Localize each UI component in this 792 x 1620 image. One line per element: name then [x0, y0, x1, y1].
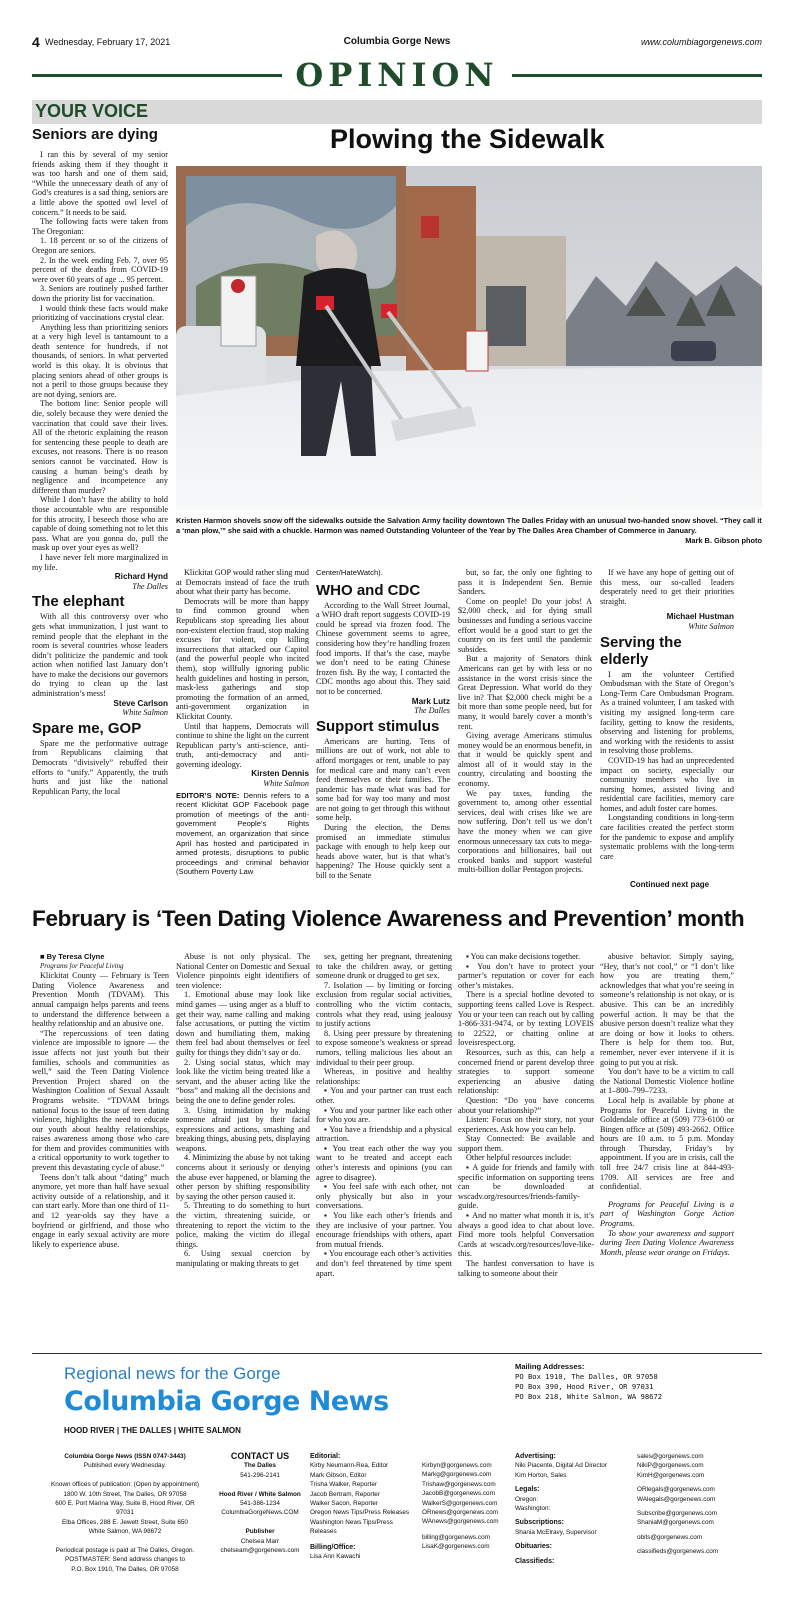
- photo-caption: [176, 516, 762, 546]
- teen-column-4: [458, 952, 594, 1278]
- paragraph: 2. In the week ending Feb. 7, over 95 percent of the deaths from COVID-19 were over 60 years of age ... 95 percent.: [32, 255, 168, 284]
- letter-body: [32, 612, 168, 698]
- paragraph: Klickitat County — February is Teen Dating Violence Awareness and Prevention Month (TDVAM). This annual campaign helps parents and teens to understand the difference between a healthy relationship and an abusive one.: [32, 971, 169, 1029]
- contact-line: Publisher: [245, 1528, 275, 1536]
- contact-line: [210, 1480, 310, 1489]
- paragraph: 3. Using intimidation by making someone afraid just by their facial expressions and actions, smashing and breaking things, abusing pets, displaying weapons.: [176, 1105, 310, 1153]
- contact-us: [210, 1452, 310, 1555]
- letter-title-seniors: Seniors are dying: [32, 126, 158, 143]
- paragraph: I am the volunteer Certified Ombudsman with the State of Oregon’s Long-Term Care Ombudsman Program. As a trained volunteer, I am tasked with visiting my assigned long-term care facility, getting to know the residents, observing and listening for problems, and working with the residents to assist in resolving those problems.: [600, 669, 734, 756]
- letter-body: [32, 150, 168, 572]
- publication-line: Published every Wednesday.: [83, 1462, 167, 1470]
- publication-line: P.O. Box 1910, The Dalles, OR 97058: [71, 1565, 179, 1573]
- staff-email: NikiP@gorgenews.com: [637, 1462, 704, 1470]
- staff-email: Markg@gorgenews.com: [422, 1471, 492, 1479]
- paragraph: COVID-19 has had an unprecedented impact on society, especially our community members who live in nursing homes, assisted living and residential care facilities, memory care homes, and adult foster care homes.: [600, 755, 734, 813]
- paragraph: 8. Using peer pressure by threatening to expose someone’s weakness or spread rumors, telling malicious lies about an individual to their peer group.: [316, 1028, 452, 1067]
- letter-location: The Dalles: [414, 706, 450, 716]
- issue-date: Wednesday, February 17, 2021: [45, 37, 171, 47]
- photo-headline: Plowing the Sidewalk: [330, 124, 605, 154]
- footer-box: [32, 1353, 762, 1613]
- staff-email: Trishaw@gorgenews.com: [422, 1480, 496, 1488]
- paragraph: The bottom line: Senior people will die, solely because they were denied the vaccination that could save their lives. All of the rhetoric explaining the reason for sentencing these people to death are excuses, not reasons. There is no reason seniors cannot be vaccinated. How is causing a human being’s death by negligence and incompetence any different than murder?: [32, 399, 168, 495]
- staff-name: Kirby Neumann-Rea, Editor: [310, 1462, 389, 1470]
- legals-item: Washington:: [515, 1505, 551, 1513]
- paragraph: Listen: Focus on their story, not your experiences. Ask how you can help.: [458, 1115, 594, 1134]
- paragraph: but, so far, the only one fighting to pass it is Independent Sen. Bernie Sanders.: [458, 568, 592, 597]
- classifieds-email: classifieds@gorgenews.com: [637, 1548, 719, 1556]
- legals-email: WAlegals@gorgenews.com: [637, 1495, 716, 1503]
- paragraph: 1. 18 percent or so of the citizens of Oregon are seniors.: [32, 236, 168, 255]
- letter-title-who: WHO and CDC: [316, 581, 421, 599]
- editorial-email-list: [422, 1461, 512, 1527]
- paragraph: ▪ You have a friendship and a physical attraction.: [316, 1124, 452, 1144]
- section-rule-right: [512, 74, 762, 77]
- paper-url: www.columbiagorgenews.com: [640, 37, 762, 47]
- teen-byline: ■ By Teresa Clyne: [40, 952, 105, 961]
- paragraph: 3. Seniors are routinely pushed farther down the priority list for vaccination.: [32, 284, 168, 303]
- staff-email: WAnews@gorgenews.com: [422, 1518, 499, 1526]
- letter-author: Steve Carlson: [113, 698, 168, 708]
- paragraph: ▪ A guide for friends and family with specific information on supporting teens can be downloaded at wscadv.org/resources/friends-family-guide.: [458, 1163, 594, 1211]
- paragraph: 7. Isolation — by limiting or forcing exclusion from regular social activities, controlling who the victim contacts, controls what they read, using jealousy to justify actions: [316, 980, 452, 1029]
- advertising-names: [515, 1461, 625, 1480]
- teen-column-1: [32, 952, 169, 1249]
- teen-column-2: [176, 952, 310, 1269]
- staff-name: Trisha Walker, Reporter: [310, 1481, 378, 1489]
- staff-email: Kirbyn@gorgenews.com: [422, 1462, 492, 1469]
- paragraph: With all this controversy over who gets what immunization, I just want to remind people that the elephant in the room is several countries whose leaders didn’t politicize the pandemic and took action when notified last January don’t have to make the decisions our governors do trying to clean up the last administration’s mess!: [32, 612, 168, 699]
- letter-title-stimulus: Support stimulus: [316, 717, 440, 735]
- byline-author: By Teresa Clyne: [46, 952, 105, 961]
- paragraph: ▪ You like each other’s friends and they are inclusive of your partner. You encourage friendships with others, apart from mutual friends.: [316, 1211, 452, 1249]
- publication-line: White Salmon, WA 98672: [88, 1528, 162, 1536]
- letter-author: Michael Hustman: [666, 612, 734, 622]
- paragraph: During the election, the Dems promised an immediate stimulus package with enough to help keep our heads above water, but is that what’s happening? The House quickly sent a bill to the Senate: [316, 823, 450, 881]
- article-body: [176, 952, 310, 1269]
- your-voice-banner: [32, 100, 762, 124]
- page-number: 4: [32, 34, 40, 50]
- paragraph: Giving average Americans stimulus money would be an enormous benefit, in that it would be quickly spent and almost all of it would stay in the country, circulating and boosting the economy.: [458, 731, 592, 789]
- advertising-emails: [637, 1452, 762, 1557]
- mailing-line: PO Box 1910, The Dalles, OR 97058: [515, 1372, 658, 1381]
- subscriptions-email: ShaniaM@gorgenews.com: [637, 1519, 714, 1527]
- paragraph: While I don’t have the ability to hold those accountable who are responsible for this atrocity, I beseech those who are capable of doing something not to let this pass. What are you gonna do, pull the mask up over your eyes as well?: [32, 495, 168, 553]
- letter-seniors: [32, 150, 168, 796]
- paragraph: sex, getting her pregnant, threatening to take the children away, or getting someone drunk or drugged to get sex.: [316, 952, 452, 981]
- staff-name: Kim Horton, Sales: [515, 1471, 567, 1479]
- contact-line: [210, 1518, 310, 1527]
- advertising-staff: [515, 1452, 625, 1566]
- publication-line: 600 E. Port Marina Way, Suite B, Hood River, OR 97031: [55, 1500, 195, 1517]
- article-body: [32, 971, 169, 1249]
- paragraph: 5. Threating to do something to hurt the victim, threatening suicide, or threatening to report the victim to the police, making the victim do illegal things.: [176, 1201, 310, 1249]
- legals-title: Legals:: [515, 1486, 540, 1494]
- staff-email: ORnews@gorgenews.com: [422, 1509, 499, 1517]
- mailing-title: Mailing Addresses:: [515, 1362, 585, 1371]
- letter-location: White Salmon: [688, 621, 734, 631]
- editor-note: [176, 791, 309, 877]
- letter-location: The Dalles: [132, 581, 168, 591]
- paragraph: 4. Minimizing the abuse by not taking concerns about it seriously or denying the abuse ever happened, or blaming the other person by shifting responsibility by saying the other person caused it.: [176, 1153, 310, 1201]
- letter-title-gop: Spare me, GOP: [32, 719, 142, 737]
- editor-note-continued: Center/HateWatch).: [316, 568, 383, 577]
- paragraph: Question: “Do you have concerns about your relationship?”: [458, 1095, 594, 1115]
- editorial-emails: [422, 1461, 512, 1552]
- paragraph: If we have any hope of getting out of this mess, our so-called leaders desperately need to get their priorities straight.: [600, 568, 734, 606]
- obituaries-title: Obituaries:: [515, 1543, 552, 1551]
- letter-author: Richard Hynd: [114, 572, 168, 582]
- letter-body: [316, 601, 450, 697]
- letter-body: [32, 739, 168, 797]
- paragraph: Democrats will be more than happy to find common ground when Republicans stop spreading lies about non-existent election fraud, stop making excuses for violent, cop killing insurrections that attacked our Capitol (and the powerful people who incited them), stop willfully ignoring public health guidelines and hosting in person, mask-less gatherings and stop promoting the formation of an armed, anti-government organization in Klickitat County.: [176, 596, 309, 721]
- letter-body: [316, 737, 450, 881]
- staff-email: KimH@gorgenews.com: [637, 1471, 705, 1479]
- publication-line: Known offices of publication: (Open by appointment): [50, 1481, 200, 1489]
- article-tagline: [600, 1200, 734, 1258]
- classifieds-title: Classifieds:: [515, 1557, 555, 1565]
- subscriptions-name: Shania McElravy, Supervisor: [515, 1528, 597, 1536]
- letter-location: White Salmon: [263, 779, 309, 789]
- paper-name: Columbia Gorge News: [343, 36, 451, 47]
- publication-info: [50, 1452, 200, 1574]
- contact-lines: [210, 1461, 310, 1555]
- editor-note-label: EDITOR’S NOTE:: [176, 790, 240, 800]
- mailing-line: PO Box 390, Hood River, OR 97031: [515, 1382, 654, 1391]
- editorial-title: Editorial:: [310, 1453, 341, 1460]
- paragraph: ▪ You and your partner can trust each other.: [316, 1086, 452, 1105]
- paragraph: I ran this by several of my senior friends asking them if they thought it was too harsh and one of them said, “While the unnecessary death of any of God’s creatures is a sad thing, seniors are a little above the spotted owl level of concern.” It needs to be said.: [32, 150, 168, 217]
- staff-name: Mark Gibson, Editor: [310, 1471, 367, 1479]
- letter-author: Kirsten Dennis: [251, 769, 309, 779]
- paragraph: Spare me the performative outrage from Republicans claiming that Democrats “divisively” rebuffed their efforts to “unify.” Apparently, the truth hurts and just like the national Republican Party, the local: [32, 738, 168, 796]
- teen-column-5: [600, 952, 734, 1257]
- staff-email: WalkerS@gorgenews.com: [422, 1499, 498, 1507]
- article-body: [600, 952, 734, 1192]
- billing-name: Lisa Ann Kawachi: [310, 1553, 361, 1561]
- photo-illustration: [176, 166, 762, 510]
- subscriptions-email: Subscribe@gorgenews.com: [637, 1510, 718, 1518]
- paragraph: ▪ You don’t have to protect your partner’s reputation or cover for each other’s mistakes.: [458, 961, 594, 990]
- publication-line: [50, 1471, 200, 1480]
- paragraph: Until that happens, Democrats will continue to shine the light on the current Republican party’s anti-science, anti-truth, anti-democracy and anti-governing ideology.: [176, 721, 309, 769]
- paragraph: Longstanding conditions in long-term care facilities created the perfect storm for the pandemic to expose and amplify systematic problems with the long-term care: [600, 813, 734, 861]
- contact-line: The Dalles: [244, 1462, 276, 1470]
- paragraph: 6. Using sexual coercion by manipulating or making threats to get: [176, 1249, 310, 1268]
- contact-line: 541-386-1234: [240, 1500, 280, 1508]
- mailing-lines: [515, 1372, 662, 1402]
- contact-line: ColumbiaGorgeNews.COM: [221, 1509, 299, 1517]
- paragraph: Local help is available by phone at Programs for Peaceful Living in the Goldendale office at (509) 773-6100 or Bingen office at (509) 493-2662. Office hours are 10 a.m. to 5 p.m. Monday through Thursday, Friday’s by appointment. If you are in crisis, call the toll free 24/7 crisis line at 844-493-1709. All services are free and confidential.: [600, 1095, 734, 1192]
- footer-logo: Columbia Gorge News: [64, 1386, 389, 1417]
- section-title: [32, 58, 762, 92]
- staff-name: Niki Piacente, Digital Ad Director: [515, 1462, 607, 1470]
- paragraph: Resources, such as this, can help a concerned friend or parent develop three strategies to support someone experiencing an abusive dating relationship:: [458, 1047, 594, 1096]
- paragraph: The hardest conversation to have is talking to someone about their: [458, 1259, 594, 1278]
- paragraph: abusive behavior. Simply saying, “Hey, that’s not cool,” or “I don’t like how you are treating them,” acknowledges that what you’re seeing in someone’s relationship is not okay, or is abusive. This can be an incredibly powerful action. It may be that the abusive person doesn’t realize what they are doing or how it looks to others. There is help for them too. But, remember, never ever intervene if it is going to put you at risk.: [600, 952, 734, 1067]
- paragraph: Stay Connected: Be available and support them.: [458, 1134, 594, 1153]
- letter-gop-continued: [176, 568, 309, 877]
- legals-email: ORlegals@gorgenews.com: [637, 1486, 715, 1494]
- contact-line: Hood River / White Salmon: [219, 1490, 301, 1498]
- teen-column-3: [316, 952, 452, 1278]
- paragraph: ▪ You encourage each other’s activities and don’t feel threatened by time spent apart.: [316, 1249, 452, 1278]
- billing-email-list: [422, 1533, 512, 1552]
- letter-author: Mark Lutz: [411, 696, 450, 706]
- paragraph: Teens don’t talk about “dating” much anymore, yet more than half have sexual activity outside of a relationship, and it can start early. More than one third of 11- and 12 year-olds say they have a boyfriend or girlfriend, and those who engage in early sexual activity are more likely to experience abuse.: [32, 1172, 169, 1249]
- legals-item: Oregon:: [515, 1495, 539, 1503]
- paragraph: 2. Using social status, which may look like the victim being treated like a servant, and the abuser acting like the “boss” and making all the decisions and being the one to define gender roles.: [176, 1057, 310, 1105]
- paragraph: We pay taxes, funding the government to, among other essential services, deal with crises like we are now suffering. Don’t tell us we don’t have the money when we can give enormous unnecessary tax cuts to mega-corporations and billionaires, bail out crooked banks and support wasteful multi-billion dollar Pentagon projects.: [458, 788, 592, 875]
- letter-stimulus-continued: [458, 568, 592, 875]
- staff-name: Jacob Bertram, Reporter: [310, 1490, 380, 1498]
- paragraph: The following facts were taken from The Oregonian:: [32, 217, 168, 236]
- paragraph: Whereas, in positive and healthy relationships:: [316, 1067, 452, 1086]
- letter-title-elephant: The elephant: [32, 593, 125, 611]
- mailing-addresses: [515, 1362, 662, 1402]
- snow-shovel-photo: [176, 166, 762, 510]
- paragraph: Abuse is not only physical. The National Center on Domestic and Sexual Violence pinpoints eight identifiers of teen violence:: [176, 952, 310, 990]
- footer-towns: HOOD RIVER | THE DALLES | WHITE SALMON: [64, 1426, 241, 1435]
- photo-credit: Mark B. Gibson photo: [685, 536, 762, 545]
- contact-line: chelseam@gorgenews.com: [220, 1547, 300, 1555]
- letter-body: [600, 670, 734, 862]
- your-voice-label: YOUR VOICE: [35, 101, 149, 121]
- paragraph: Klickitat GOP would rather sling mud at Democrats instead of face the truth about what their party has become.: [176, 568, 309, 597]
- paragraph: You don’t have to be a victim to call the National Domestic Violence hotline at 1–800–799–7233.: [600, 1067, 734, 1096]
- advertising-email-list: [637, 1452, 762, 1480]
- publication-line: Columbia Gorge News (ISSN 0747-3443): [64, 1453, 186, 1460]
- contact-line: 541-296-2141: [240, 1471, 280, 1479]
- billing-email: LisaK@gorgenews.com: [422, 1543, 490, 1551]
- staff-email: JacobB@gorgenews.com: [422, 1490, 495, 1498]
- paragraph: Come on people! Do your jobs! A $2,000 check, aid for dying small businesses and funding a serious vaccine effort would be a good start to get the country on its feet until the pandemic subsides.: [458, 596, 592, 654]
- publication-line: Periodical postage is paid at The Dalles, Oregon.: [55, 1547, 195, 1555]
- letter-body: [458, 568, 592, 875]
- staff-email: sales@gorgenews.com: [637, 1453, 704, 1460]
- paragraph: ▪ You can make decisions together.: [466, 952, 581, 961]
- publication-line: Elba Offices, 288 E. Jewett Street, Suite 650: [62, 1518, 188, 1526]
- subscriptions-title: Subscriptions:: [515, 1519, 565, 1527]
- billing-title: Billing/Office:: [310, 1543, 356, 1551]
- paragraph: To show your awareness and support during Teen Dating Violence Awareness Month, please wear orange on Fridays.: [600, 1228, 734, 1257]
- letter-title-elderly: Serving the elderly: [600, 633, 682, 668]
- staff-name: Washington News Tips/Press Releases: [310, 1518, 393, 1536]
- editorial-staff: [310, 1452, 420, 1561]
- mailing-line: PO Box 218, White Salmon, WA 98672: [515, 1392, 663, 1401]
- paragraph: ▪ You and your partner like each other for who you are.: [316, 1105, 452, 1125]
- publication-lines: [50, 1452, 200, 1574]
- editorial-names: [310, 1461, 420, 1536]
- paragraph: There is a special hotline devoted to supporting teens called Love is Respect. You or your teen can reach out by calling 1-866-331-9474, or by texting LOVEIS to 22522, or chatting online at loveisrespect.org.: [458, 990, 594, 1048]
- legals-list: [515, 1495, 625, 1514]
- contact-title: CONTACT US: [230, 1451, 290, 1461]
- footer-regional: Regional news for the Gorge: [64, 1364, 281, 1383]
- letter-body: [600, 568, 734, 606]
- legals-email-list: [637, 1485, 762, 1504]
- publication-line: [50, 1537, 200, 1546]
- masthead: [32, 34, 762, 50]
- paragraph: ▪ You feel safe with each other, not only physically but also in your conversations.: [316, 1182, 452, 1211]
- publication-line: 1800 W. 10th Street, The Dalles, OR 97058: [63, 1490, 187, 1498]
- staff-name: Walker Sacon, Reporter: [310, 1500, 378, 1508]
- paragraph: According to the Wall Street Journal, a WHO draft report suggests COVID-19 could be spread via frozen food. The Chinese government seems to agree, considering how they’re handling frozen food imports. If that’s the case, maybe we don’t need to be eating Chinese frozen fish. By the way, I contacted the CDC months ago about this. They said not to be concerned.: [316, 600, 450, 696]
- article-body: [316, 952, 452, 1278]
- paragraph: Other helpful resources include:: [466, 1153, 572, 1163]
- staff-name: Oregon News Tips/Press Releases: [310, 1509, 410, 1517]
- paragraph: I have never felt more marginalized in my life.: [32, 552, 168, 572]
- editor-note-text: Dennis refers to a recent Klickitat GOP Facebook page promotion of meetings of the anti-government People’s Rights movement, an organization that since April has hosted and participated in armed protests, disruptions to public proceedings and criminal behavior (Southern Poverty Law: [176, 790, 309, 877]
- article-body: [458, 952, 594, 1278]
- paragraph: But a majority of Senators think Americans can get by with less or no assistance in the worst crisis since the Great Depression. What world do they live in? That $2,000 check might be a bit more than some people need, but for many, it would barely cover a month’s rent.: [458, 654, 592, 731]
- letter-elderly: [600, 568, 734, 861]
- caption-text: Kristen Harmon shovels snow off the sidewalks outside the Salvation Army facility downtown The Dalles Friday with an unusual two-handed snow shovel. “They call it a ‘man plow,’” she said with a chuckle. Harmon was named Outstanding Volunteer of the Year by The Dalles Area Chamber of Commerce in January.: [176, 516, 762, 535]
- paragraph: ▪ You treat each other the way you want to be treated and accept each other’s interests and opinions (you can agree to disagree).: [316, 1143, 452, 1182]
- paragraph: Programs for Peaceful Living is a part of Washington Gorge Action Programs.: [600, 1199, 734, 1229]
- paragraph: I would think these facts would make prioritizing of vaccinations crystal clear.: [32, 303, 168, 323]
- paragraph: 1. Emotional abuse may look like mind games — using anger as a bluff to get their way, name calling and making false accusations, or putting the victim down and humiliating them, making them feel bad about themselves or feel guilty for things they didn’t say or do.: [176, 990, 310, 1057]
- paragraph: Americans are hurting. Tens of millions are out of work, not able to afford mortgages or rent, unable to pay for medical care and many can’t even feed themselves or their families. The pandemic has made what was bad for some bad for way too many and most are not going to get through this without some help.: [316, 736, 450, 823]
- paragraph: “The repercussions of teen dating violence are impossible to ignore — the issue affects not just youth but their families, schools and communities as well,” said the Teen Dating Violence Prevention Project shared on the Washington Coalition of Sexual Assault Programs website. “TDVAM brings national focus to the issue of teen dating violence, highlights the need to educate our youth about healthy relationships, raises awareness among those who care for them and provides communities with a critical opportunity to work together to prevent this devastating cycle of abuse.”: [32, 1028, 169, 1173]
- paragraph: ▪ And no matter what month it is, it’s always a good idea to chat about love. Find more tools helpful Conversation Cards at wscadv.org/resources/love-like-this.: [458, 1211, 594, 1259]
- section-word: OPINION: [295, 56, 499, 94]
- publication-line: POSTMASTER: Send address changes to: [64, 1556, 186, 1564]
- letter-body: [176, 568, 309, 769]
- obituaries-email: obits@gorgenews.com: [637, 1533, 703, 1541]
- subscriptions-email-list: [637, 1509, 762, 1528]
- advertising-title: Advertising:: [515, 1453, 556, 1460]
- letter-who: [316, 568, 450, 881]
- billing-email: billing@gorgenews.com: [422, 1533, 490, 1541]
- teen-headline: February is ‘Teen Dating Violence Awareness and Prevention’ month: [32, 906, 745, 931]
- letter-location: White Salmon: [122, 708, 168, 718]
- continued-next-page: Continued next page: [630, 880, 710, 889]
- contact-line: Chelsea Marr: [240, 1537, 280, 1545]
- byline-org: Programs for Peaceful Living: [40, 961, 124, 970]
- paragraph: Anything less than prioritizing seniors at a very high level is tantamount to a death sentence for hundreds, if not thousands, of seniors. In what perverted world is this okay. It is obvious that placing seniors ahead of other groups is not a peril to those groups because they are not dying, seniors are.: [32, 322, 168, 399]
